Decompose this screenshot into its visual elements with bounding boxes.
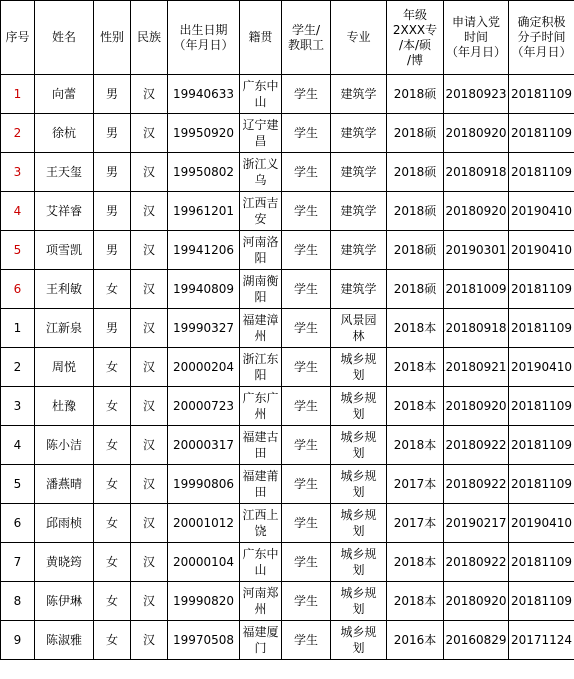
cell-text-line: 建筑学	[340, 87, 377, 101]
cell-origin[interactable]	[240, 192, 282, 231]
cell-gender[interactable]: 男	[94, 231, 131, 270]
cell-role[interactable]: 学生	[282, 465, 331, 504]
header-text-line: 申请入党	[451, 15, 500, 29]
cell-birth[interactable]: 19941206	[168, 231, 240, 270]
cell-birth[interactable]: 19961201	[168, 192, 240, 231]
cell-grade[interactable]: 2018硕	[387, 231, 444, 270]
column-header-gender[interactable]	[94, 1, 131, 75]
cell-origin[interactable]	[240, 270, 282, 309]
cell-apply[interactable]: 20180920	[444, 387, 509, 426]
cell-grade[interactable]: 2018本	[387, 582, 444, 621]
cell-name[interactable]: 潘燕晴	[35, 465, 94, 504]
cell-confirm[interactable]: 20181109	[509, 387, 574, 426]
cell-birth[interactable]: 19940633	[168, 75, 240, 114]
cell-text-line: 阳	[254, 290, 267, 304]
cell-gender[interactable]: 女	[94, 426, 131, 465]
cell-text-line: 城乡规	[340, 508, 377, 522]
cell-birth[interactable]: 19990806	[168, 465, 240, 504]
cell-text-line: 州	[254, 329, 267, 343]
cell-text-line: 福建漳	[242, 313, 279, 327]
cell-text-line: 林	[352, 329, 365, 343]
header-text-line: （年月日）	[445, 45, 506, 59]
cell-seq[interactable]: 7	[1, 543, 35, 582]
cell-confirm[interactable]: 20171124	[509, 621, 574, 660]
cell-gender[interactable]: 男	[94, 309, 131, 348]
cell-major[interactable]	[331, 309, 387, 348]
header-text-line: （年月日）	[511, 45, 572, 59]
column-header-origin[interactable]	[240, 1, 282, 75]
cell-confirm[interactable]: 20181109	[509, 543, 574, 582]
cell-name[interactable]: 陈小洁	[35, 426, 94, 465]
header-text-line: 分子时间	[517, 30, 566, 44]
table-row	[1, 621, 574, 660]
header-text-line: 年级	[402, 7, 427, 22]
cell-confirm[interactable]: 20181109	[509, 75, 574, 114]
cell-text-line: 城乡规	[340, 391, 377, 405]
cell-text-line: 河南洛	[242, 235, 279, 249]
cell-name[interactable]: 江新泉	[35, 309, 94, 348]
cell-gender[interactable]: 男	[94, 75, 131, 114]
cell-gender[interactable]: 男	[94, 153, 131, 192]
table-row	[1, 543, 574, 582]
cell-birth[interactable]: 20000723	[168, 387, 240, 426]
cell-role[interactable]: 学生	[282, 231, 331, 270]
cell-text-line: 门	[254, 641, 267, 655]
cell-major[interactable]	[331, 348, 387, 387]
header-text-line: 确定积极	[517, 15, 566, 29]
cell-text-line: 阳	[254, 251, 267, 265]
cell-role[interactable]: 学生	[282, 387, 331, 426]
cell-gender[interactable]: 女	[94, 621, 131, 660]
cell-grade[interactable]: 2018硕	[387, 270, 444, 309]
cell-role[interactable]: 学生	[282, 543, 331, 582]
cell-text-line: 城乡规	[340, 586, 377, 600]
cell-text-line: 州	[254, 602, 267, 616]
header-text-line: 学生/	[291, 22, 321, 37]
header-text-line: 序号	[5, 30, 30, 44]
cell-role[interactable]: 学生	[282, 270, 331, 309]
table-row	[1, 426, 574, 465]
cell-text-line: 建筑学	[340, 282, 377, 296]
cell-major[interactable]	[331, 543, 387, 582]
cell-confirm[interactable]: 20181109	[509, 582, 574, 621]
cell-apply[interactable]: 20180921	[444, 348, 509, 387]
cell-text-line: 建筑学	[340, 243, 377, 257]
cell-grade[interactable]: 2017本	[387, 504, 444, 543]
cell-ethnicity[interactable]: 汉	[131, 153, 168, 192]
cell-grade[interactable]: 2016本	[387, 621, 444, 660]
cell-grade[interactable]: 2018本	[387, 543, 444, 582]
cell-major[interactable]	[331, 192, 387, 231]
column-header-apply[interactable]	[444, 1, 509, 75]
table-row	[1, 192, 574, 231]
cell-origin[interactable]	[240, 348, 282, 387]
cell-origin[interactable]	[240, 504, 282, 543]
cell-seq[interactable]: 1	[1, 75, 35, 114]
cell-text-line: 山	[254, 95, 267, 109]
cell-apply[interactable]: 20180923	[444, 75, 509, 114]
header-text-line: 性别	[99, 30, 124, 44]
table-row	[1, 114, 574, 153]
cell-ethnicity[interactable]: 汉	[131, 465, 168, 504]
cell-text-line: 城乡规	[340, 352, 377, 366]
cell-text-line: 昌	[254, 134, 267, 148]
cell-role[interactable]: 学生	[282, 75, 331, 114]
column-header-confirm[interactable]	[509, 1, 574, 75]
cell-grade[interactable]: 2018硕	[387, 114, 444, 153]
header-text-line: 2XXX专	[392, 22, 438, 37]
cell-ethnicity[interactable]: 汉	[131, 543, 168, 582]
cell-confirm[interactable]: 20181109	[509, 153, 574, 192]
cell-ethnicity[interactable]: 汉	[131, 348, 168, 387]
cell-text-line: 划	[352, 524, 365, 538]
cell-text-line: 安	[254, 212, 267, 226]
header-text-line: 教职工	[287, 37, 324, 52]
cell-text-line: 划	[352, 641, 365, 655]
cell-ethnicity[interactable]: 汉	[131, 231, 168, 270]
column-header-birth[interactable]	[168, 1, 240, 75]
cell-major[interactable]	[331, 465, 387, 504]
cell-major[interactable]	[331, 153, 387, 192]
cell-confirm[interactable]: 20190410	[509, 231, 574, 270]
header-text-line: 籍贯	[248, 30, 273, 44]
cell-birth[interactable]: 20000104	[168, 543, 240, 582]
cell-gender[interactable]: 女	[94, 270, 131, 309]
cell-gender[interactable]: 女	[94, 387, 131, 426]
cell-apply[interactable]: 20180920	[444, 582, 509, 621]
cell-apply[interactable]: 20190301	[444, 231, 509, 270]
cell-grade[interactable]: 2018本	[387, 426, 444, 465]
cell-text-line: 城乡规	[340, 625, 377, 639]
cell-gender[interactable]: 女	[94, 504, 131, 543]
table-row	[1, 465, 574, 504]
cell-gender[interactable]: 女	[94, 348, 131, 387]
cell-birth[interactable]: 20000317	[168, 426, 240, 465]
cell-text-line: 福建莆	[242, 469, 279, 483]
cell-birth[interactable]: 20000204	[168, 348, 240, 387]
cell-apply[interactable]: 20181009	[444, 270, 509, 309]
cell-text-line: 福建厦	[242, 625, 279, 639]
cell-birth[interactable]: 19990820	[168, 582, 240, 621]
cell-seq[interactable]: 2	[1, 348, 35, 387]
cell-ethnicity[interactable]: 汉	[131, 270, 168, 309]
cell-text-line: 山	[254, 563, 267, 577]
cell-grade[interactable]: 2018硕	[387, 75, 444, 114]
cell-confirm[interactable]: 20190410	[509, 504, 574, 543]
cell-grade[interactable]: 2018本	[387, 309, 444, 348]
header-text-line: 民族	[136, 30, 161, 44]
cell-text-line: 划	[352, 446, 365, 460]
cell-name[interactable]: 王天玺	[35, 153, 94, 192]
cell-gender[interactable]: 男	[94, 114, 131, 153]
cell-name[interactable]: 项雪凯	[35, 231, 94, 270]
cell-text-line: 州	[254, 407, 267, 421]
cell-seq[interactable]: 4	[1, 426, 35, 465]
cell-major[interactable]	[331, 114, 387, 153]
cell-role[interactable]: 学生	[282, 309, 331, 348]
cell-major[interactable]	[331, 621, 387, 660]
cell-major[interactable]	[331, 582, 387, 621]
cell-birth[interactable]: 19940809	[168, 270, 240, 309]
cell-text-line: 划	[352, 485, 365, 499]
cell-confirm[interactable]: 20190410	[509, 192, 574, 231]
cell-confirm[interactable]: 20190410	[509, 348, 574, 387]
cell-major[interactable]	[331, 387, 387, 426]
cell-grade[interactable]: 2018本	[387, 387, 444, 426]
cell-origin[interactable]	[240, 543, 282, 582]
table-body	[1, 75, 574, 660]
cell-ethnicity[interactable]: 汉	[131, 504, 168, 543]
cell-text-line: 建筑学	[340, 204, 377, 218]
table-row	[1, 504, 574, 543]
table-row	[1, 75, 574, 114]
cell-seq[interactable]: 6	[1, 270, 35, 309]
table-row	[1, 309, 574, 348]
cell-seq[interactable]: 3	[1, 387, 35, 426]
cell-text-line: 广东中	[242, 79, 279, 93]
cell-seq[interactable]: 5	[1, 231, 35, 270]
cell-gender[interactable]: 女	[94, 543, 131, 582]
cell-origin[interactable]	[240, 465, 282, 504]
cell-origin[interactable]	[240, 387, 282, 426]
cell-confirm[interactable]: 20181109	[509, 465, 574, 504]
cell-name[interactable]: 周悦	[35, 348, 94, 387]
table-row	[1, 387, 574, 426]
cell-ethnicity[interactable]: 汉	[131, 426, 168, 465]
cell-text-line: 城乡规	[340, 469, 377, 483]
column-header-role[interactable]	[282, 1, 331, 75]
cell-role[interactable]: 学生	[282, 504, 331, 543]
header-text-line: （年月日）	[173, 37, 234, 52]
cell-apply[interactable]: 20180920	[444, 192, 509, 231]
cell-major[interactable]	[331, 75, 387, 114]
cell-text-line: 田	[254, 485, 267, 499]
cell-grade[interactable]: 2018本	[387, 348, 444, 387]
cell-role[interactable]: 学生	[282, 192, 331, 231]
cell-role[interactable]: 学生	[282, 621, 331, 660]
cell-confirm[interactable]: 20181109	[509, 426, 574, 465]
cell-major[interactable]	[331, 270, 387, 309]
cell-gender[interactable]: 女	[94, 582, 131, 621]
cell-seq[interactable]: 8	[1, 582, 35, 621]
cell-ethnicity[interactable]: 汉	[131, 621, 168, 660]
cell-birth[interactable]: 20001012	[168, 504, 240, 543]
cell-text-line: 建筑学	[340, 165, 377, 179]
cell-name[interactable]: 徐杭	[35, 114, 94, 153]
table-header-row	[1, 1, 574, 75]
header-text-line: 时间	[463, 30, 488, 44]
cell-ethnicity[interactable]: 汉	[131, 387, 168, 426]
cell-ethnicity[interactable]: 汉	[131, 582, 168, 621]
cell-text-line: 江西上	[242, 508, 279, 522]
header-text-line: 姓名	[51, 30, 76, 44]
cell-text-line: 划	[352, 563, 365, 577]
cell-text-line: 风景园	[340, 313, 377, 327]
cell-origin[interactable]	[240, 153, 282, 192]
cell-text-line: 城乡规	[340, 430, 377, 444]
cell-name[interactable]: 艾祥睿	[35, 192, 94, 231]
cell-confirm[interactable]: 20181109	[509, 270, 574, 309]
cell-text-line: 划	[352, 602, 365, 616]
column-header-name[interactable]	[35, 1, 94, 75]
cell-birth[interactable]: 19950802	[168, 153, 240, 192]
table-row	[1, 231, 574, 270]
cell-birth[interactable]: 19970508	[168, 621, 240, 660]
cell-text-line: 田	[254, 446, 267, 460]
header-text-line: /博	[406, 52, 424, 67]
cell-apply[interactable]: 20190217	[444, 504, 509, 543]
cell-text-line: 浙江东	[242, 352, 279, 366]
cell-name[interactable]: 陈伊琳	[35, 582, 94, 621]
cell-apply[interactable]: 20180922	[444, 543, 509, 582]
cell-origin[interactable]	[240, 582, 282, 621]
cell-origin[interactable]	[240, 75, 282, 114]
cell-birth[interactable]: 19990327	[168, 309, 240, 348]
cell-name[interactable]: 邱雨桢	[35, 504, 94, 543]
cell-name[interactable]: 杜豫	[35, 387, 94, 426]
cell-role[interactable]: 学生	[282, 153, 331, 192]
cell-seq[interactable]: 5	[1, 465, 35, 504]
cell-origin[interactable]	[240, 309, 282, 348]
cell-confirm[interactable]: 20181109	[509, 114, 574, 153]
cell-text-line: 湖南衡	[242, 274, 279, 288]
cell-origin[interactable]	[240, 426, 282, 465]
column-header-ethnicity[interactable]	[131, 1, 168, 75]
cell-major[interactable]	[331, 231, 387, 270]
cell-apply[interactable]: 20180922	[444, 465, 509, 504]
cell-seq[interactable]: 4	[1, 192, 35, 231]
cell-seq[interactable]: 6	[1, 504, 35, 543]
cell-text-line: 福建古	[242, 430, 279, 444]
header-text-line: /本/硕	[398, 37, 432, 52]
cell-ethnicity[interactable]: 汉	[131, 192, 168, 231]
cell-origin[interactable]	[240, 114, 282, 153]
cell-apply[interactable]: 20180918	[444, 309, 509, 348]
cell-role[interactable]: 学生	[282, 426, 331, 465]
cell-seq[interactable]: 9	[1, 621, 35, 660]
cell-major[interactable]	[331, 504, 387, 543]
cell-major[interactable]	[331, 426, 387, 465]
cell-gender[interactable]: 女	[94, 465, 131, 504]
cell-ethnicity[interactable]: 汉	[131, 75, 168, 114]
cell-name[interactable]: 陈淑雅	[35, 621, 94, 660]
header-text-line: 专业	[346, 30, 371, 44]
cell-text-line: 划	[352, 407, 365, 421]
cell-origin[interactable]	[240, 231, 282, 270]
cell-text-line: 浙江义	[242, 157, 279, 171]
cell-text-line: 阳	[254, 368, 267, 382]
cell-origin[interactable]	[240, 621, 282, 660]
cell-confirm[interactable]: 20181109	[509, 309, 574, 348]
cell-grade[interactable]: 2018硕	[387, 153, 444, 192]
cell-text-line: 城乡规	[340, 547, 377, 561]
cell-name[interactable]: 王利敏	[35, 270, 94, 309]
cell-grade[interactable]: 2017本	[387, 465, 444, 504]
cell-text-line: 划	[352, 368, 365, 382]
cell-gender[interactable]: 男	[94, 192, 131, 231]
cell-seq[interactable]: 2	[1, 114, 35, 153]
cell-text-line: 乌	[254, 173, 267, 187]
cell-apply[interactable]: 20160829	[444, 621, 509, 660]
cell-seq[interactable]: 3	[1, 153, 35, 192]
cell-ethnicity[interactable]: 汉	[131, 309, 168, 348]
cell-text-line: 广东中	[242, 547, 279, 561]
table-row	[1, 348, 574, 387]
cell-text-line: 河南郑	[242, 586, 279, 600]
cell-grade[interactable]: 2018硕	[387, 192, 444, 231]
cell-name[interactable]: 向蕾	[35, 75, 94, 114]
table-row	[1, 153, 574, 192]
table-row	[1, 270, 574, 309]
cell-text-line: 广东广	[242, 391, 279, 405]
cell-birth[interactable]: 19950920	[168, 114, 240, 153]
cell-text-line: 建筑学	[340, 126, 377, 140]
cell-role[interactable]: 学生	[282, 114, 331, 153]
cell-text-line: 饶	[254, 524, 267, 538]
cell-seq[interactable]: 1	[1, 309, 35, 348]
cell-name[interactable]: 黄晓筠	[35, 543, 94, 582]
cell-role[interactable]: 学生	[282, 582, 331, 621]
cell-apply[interactable]: 20180922	[444, 426, 509, 465]
cell-text-line: 江西吉	[242, 196, 279, 210]
cell-ethnicity[interactable]: 汉	[131, 114, 168, 153]
column-header-grade[interactable]	[387, 1, 444, 75]
header-text-line: 出生日期	[179, 22, 228, 37]
cell-apply[interactable]: 20180920	[444, 114, 509, 153]
cell-role[interactable]: 学生	[282, 348, 331, 387]
table-row	[1, 582, 574, 621]
cell-apply[interactable]: 20180918	[444, 153, 509, 192]
cell-text-line: 辽宁建	[242, 118, 279, 132]
column-header-seq[interactable]	[1, 1, 35, 75]
column-header-major[interactable]	[331, 1, 387, 75]
